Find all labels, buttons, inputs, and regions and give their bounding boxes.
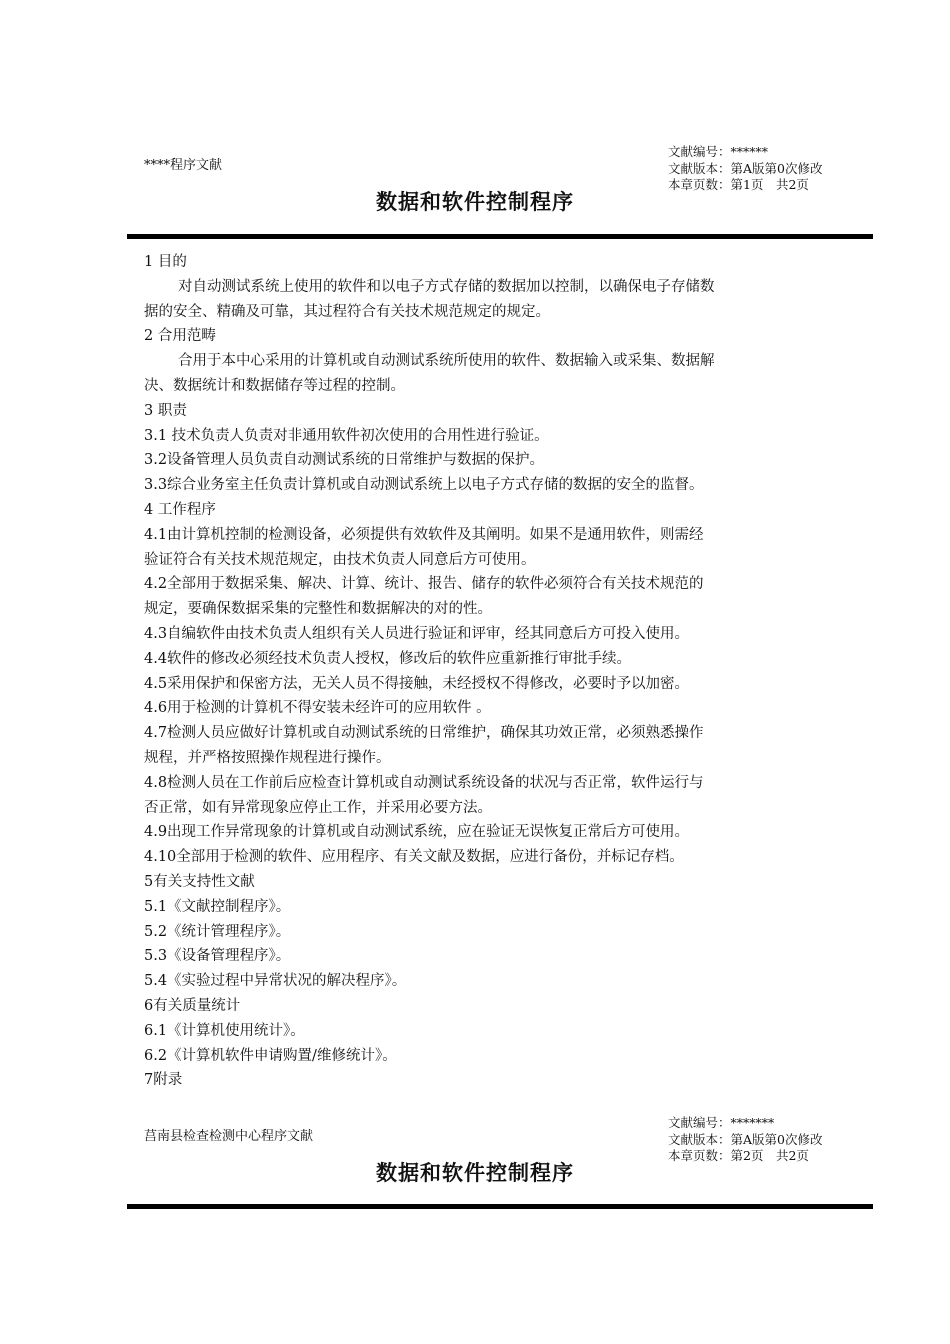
paragraph-line: 决、数据统计和数据储存等过程的控制。 <box>144 377 405 394</box>
reference-item: 6.1《计算机使用统计》。 <box>144 1022 305 1039</box>
paragraph-line: 4.3自编软件由技术负责人组织有关人员进行验证和评审，经其同意后方可投入使用。 <box>144 625 690 642</box>
section-heading: 5有关支持性文献 <box>144 873 255 890</box>
paragraph-line: 3.1 技术负责人负责对非通用软件初次使用的合用性进行验证。 <box>144 427 549 444</box>
section-heading: 1 目的 <box>144 254 187 270</box>
paragraph-line: 否正常，如有异常现象应停止工作，并采用必要方法。 <box>144 799 492 816</box>
paragraph-line: 4.9出现工作异常现象的计算机或自动测试系统，应在验证无误恢复正常后方可使用。 <box>144 824 690 841</box>
org-label-page2: 莒南县检查检测中心程序文献 <box>144 1129 314 1144</box>
reference-item: 5.3《设备管理程序》。 <box>144 948 291 965</box>
document-version: 文献版本：第A版第0次修改 <box>668 1131 823 1147</box>
section-heading: 4 工作程序 <box>144 501 216 518</box>
reference-item: 5.1《文献控制程序》。 <box>144 898 291 915</box>
document-number: 文献编号：******* <box>668 1115 775 1130</box>
paragraph-line: 4.5采用保护和保密方法，无关人员不得接触，未经授权不得修改，必要时予以加密。 <box>144 675 690 692</box>
paragraph-line: 规定，要确保数据采集的完整性和数据解决的对的性。 <box>144 601 492 618</box>
paragraph-line: 据的安全、精确及可靠，其过程符合有关技术规范规定的规定。 <box>144 303 550 320</box>
page-count: 本章页数：第2页 共2页 <box>668 1148 809 1163</box>
paragraph-line: 验证符合有关技术规范规定，由技术负责人同意后方可使用。 <box>144 551 536 568</box>
paragraph-line: 4.1由计算机控制的检测设备，必须提供有效软件及其阐明。如果不是通用软件，则需经 <box>144 526 704 543</box>
reference-item: 5.4《实验过程中异常状况的解决程序》。 <box>144 973 407 990</box>
paragraph-line: 4.4软件的修改必须经技术负责人授权，修改后的软件应重新推行审批手续。 <box>144 650 632 667</box>
document-body <box>144 250 814 1093</box>
org-label: ****程序文献 <box>144 158 223 173</box>
section-heading: 3 职责 <box>144 402 187 419</box>
paragraph-line: 对自动测试系统上使用的软件和以电子方式存储的数据加以控制，以确保电子存储数 <box>178 278 715 295</box>
paragraph-line: 4.2全部用于数据采集、解决、计算、统计、报告、储存的软件必须符合有关技术规范的 <box>144 576 704 593</box>
document-title-page2: 数据和软件控制程序 <box>376 1161 574 1185</box>
page-count: 本章页数：第1页 共2页 <box>668 177 809 192</box>
section-heading: 2 合用范畴 <box>144 328 216 345</box>
paragraph-line: 4.7检测人员应做好计算机或自动测试系统的日常维护，确保其功效正常，必须熟悉操作 <box>144 725 704 742</box>
header-rule <box>127 234 873 239</box>
document-version: 文献版本：第A版第0次修改 <box>668 160 823 176</box>
section-heading: 7附录 <box>144 1072 183 1089</box>
document-number: 文献编号：****** <box>668 144 769 159</box>
paragraph-line: 规程，并严格按照操作规程进行操作。 <box>144 749 391 766</box>
header-rule-page2 <box>127 1204 873 1209</box>
paragraph-line: 4.8检测人员在工作前后应检查计算机或自动测试系统设备的状况与否正常，软件运行与 <box>144 774 704 791</box>
section-heading: 6有关质量统计 <box>144 997 241 1014</box>
reference-item: 6.2《计算机软件申请购置/维修统计》。 <box>144 1047 397 1064</box>
reference-item: 5.2《统计管理程序》。 <box>144 923 291 940</box>
document-title: 数据和软件控制程序 <box>376 190 574 214</box>
paragraph-line: 4.6用于检测的计算机不得安装未经许可的应用软件 。 <box>144 700 491 717</box>
paragraph-line: 合用于本中心采用的计算机或自动测试系统所使用的软件、数据输入或采集、数据解 <box>178 353 715 370</box>
paragraph-line: 3.2设备管理人员负责自动测试系统的日常维护与数据的保护。 <box>144 452 545 469</box>
paragraph-line: 3.3综合业务室主任负责计算机或自动测试系统上以电子方式存储的数据的安全的监督。 <box>144 477 704 494</box>
paragraph-line: 4.10全部用于检测的软件、应用程序、有关文献及数据，应进行备份，并标记存档。 <box>144 849 684 866</box>
